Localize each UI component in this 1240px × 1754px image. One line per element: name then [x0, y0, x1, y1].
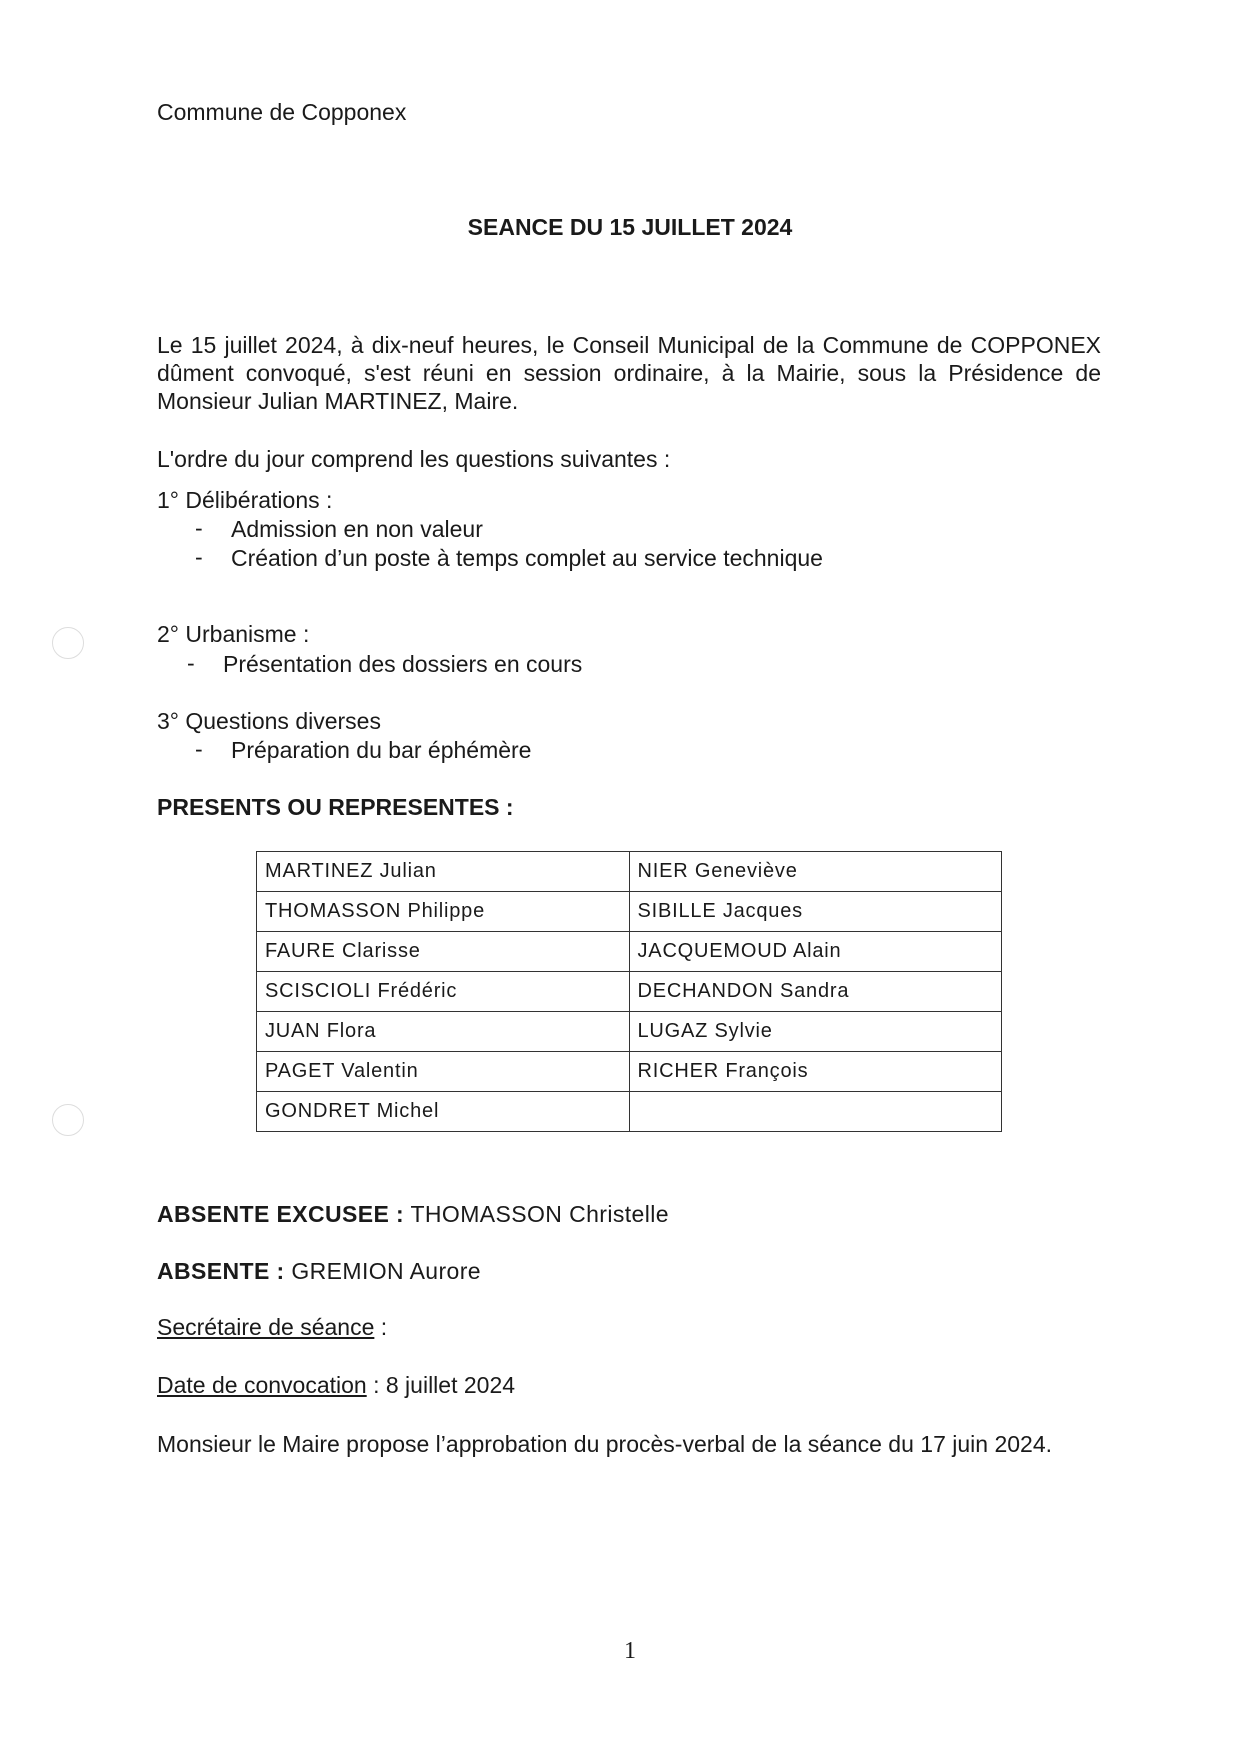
table-row [257, 1092, 1002, 1132]
table-cell [629, 1092, 1002, 1132]
presents-heading: PRESENTS OU REPRESENTES : [157, 794, 514, 820]
bullet-dash: - [195, 736, 203, 762]
page-number: 1 [624, 1638, 636, 1664]
table-cell: PAGET Valentin [257, 1052, 630, 1092]
bullet-dash: - [195, 544, 203, 570]
agenda-heading: 1° Délibérations : [157, 487, 333, 513]
table-cell: DECHANDON Sandra [629, 972, 1002, 1012]
convocation-value: : 8 juillet 2024 [366, 1372, 516, 1398]
table-cell: RICHER François [629, 1052, 1002, 1092]
convocation-label: Date de convocation [157, 1372, 367, 1398]
secretaire-label: Secrétaire de séance [157, 1314, 375, 1340]
table-cell: JACQUEMOUD Alain [629, 932, 1002, 972]
intro-paragraph: Le 15 juillet 2024, à dix-neuf heures, le Conseil Municipal de la Commune de COPPONEX dûment convoqué, s'est réuni en session ordinaire, à la Mairie, sous la Présidence de Monsieur Julian MARTINEZ, Maire. [157, 332, 1101, 414]
secretaire-line [157, 1313, 387, 1341]
table-row [257, 972, 1002, 1012]
table-row [257, 1052, 1002, 1092]
absente-excusee-line [157, 1200, 669, 1228]
table-cell: LUGAZ Sylvie [629, 1012, 1002, 1052]
punch-hole [52, 1104, 84, 1136]
agenda-item: Présentation des dossiers en cours [223, 651, 583, 677]
table-cell: FAURE Clarisse [257, 932, 630, 972]
table-cell: SCISCIOLI Frédéric [257, 972, 630, 1012]
agenda-intro: L'ordre du jour comprend les questions suivantes : [157, 446, 671, 472]
table-cell: THOMASSON Philippe [257, 892, 630, 932]
table-cell: GONDRET Michel [257, 1092, 630, 1132]
absente-excusee-value: THOMASSON Christelle [404, 1201, 669, 1227]
table-cell: JUAN Flora [257, 1012, 630, 1052]
table-row [257, 1012, 1002, 1052]
page-title: SEANCE DU 15 JUILLET 2024 [467, 214, 793, 240]
absente-line [157, 1257, 481, 1285]
commune-name: Commune de Copponex [157, 99, 407, 125]
agenda-item: Admission en non valeur [231, 516, 483, 542]
agenda-heading: 3° Questions diverses [157, 708, 381, 734]
bullet-dash: - [195, 515, 203, 541]
agenda-item: Création d’un poste à temps complet au service technique [231, 545, 823, 571]
presents-table [256, 851, 1002, 1132]
absente-label: ABSENTE : [157, 1258, 285, 1284]
agenda-heading: 2° Urbanisme : [157, 621, 310, 647]
table-row [257, 892, 1002, 932]
absente-value: GREMION Aurore [284, 1258, 481, 1284]
agenda-item: Préparation du bar éphémère [231, 737, 532, 763]
bullet-dash: - [187, 650, 195, 676]
absente-excusee-label: ABSENTE EXCUSEE : [157, 1201, 405, 1227]
secretaire-value: : [374, 1314, 388, 1340]
convocation-line [157, 1371, 515, 1399]
punch-hole [52, 627, 84, 659]
table-row [257, 852, 1002, 892]
table-row [257, 932, 1002, 972]
table-cell: SIBILLE Jacques [629, 892, 1002, 932]
approval-paragraph: Monsieur le Maire propose l’approbation du procès-verbal de la séance du 17 juin 2024. [157, 1431, 1053, 1457]
table-cell: NIER Geneviève [629, 852, 1002, 892]
table-cell: MARTINEZ Julian [257, 852, 630, 892]
